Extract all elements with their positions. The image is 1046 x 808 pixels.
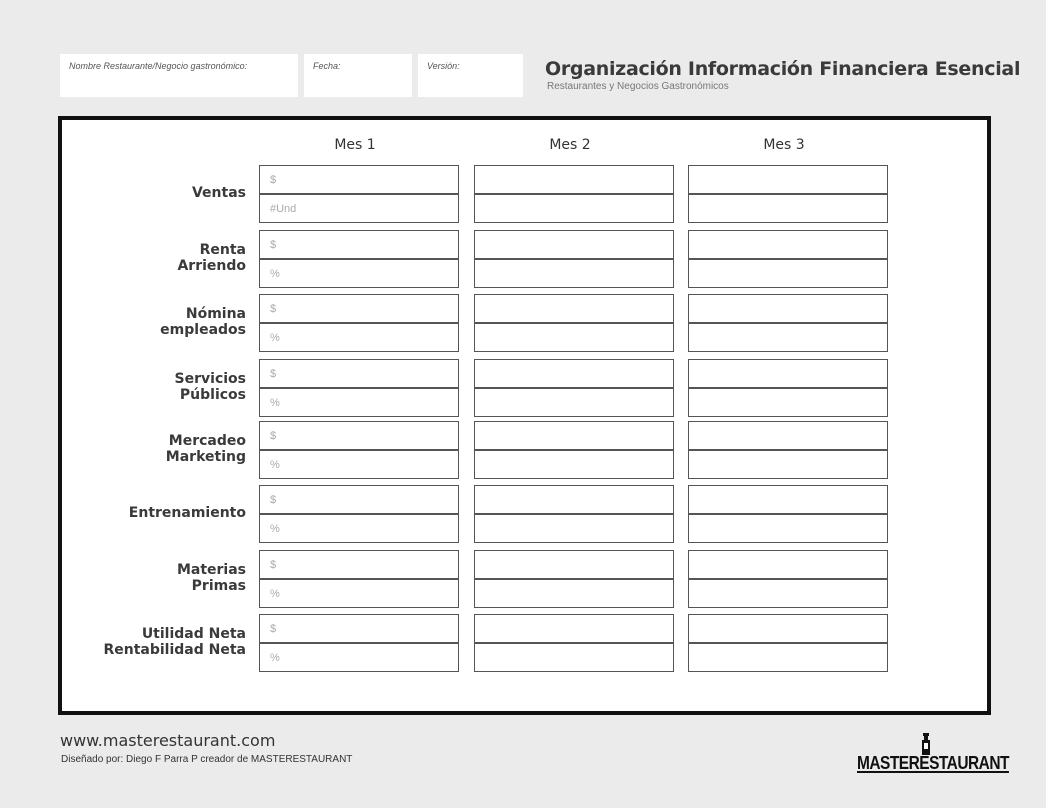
column-header-mes-1: Mes 1 — [334, 137, 376, 153]
version-field[interactable] — [418, 54, 523, 97]
date-label: Fecha: — [313, 61, 341, 71]
cell-placeholder: $ — [270, 239, 277, 251]
input-cell-r6-m1-secondary[interactable] — [259, 514, 459, 543]
input-cell-r1-m3-amount[interactable] — [688, 165, 888, 194]
input-cell-r2-m3-amount[interactable] — [688, 230, 888, 259]
input-cell-r2-m1-amount[interactable] — [259, 230, 459, 259]
input-cell-r1-m1-amount[interactable] — [259, 165, 459, 194]
cell-placeholder: % — [270, 588, 280, 600]
row-label-5 — [166, 433, 246, 465]
input-cell-r3-m1-amount[interactable] — [259, 294, 459, 323]
column-header-mes-2: Mes 2 — [549, 137, 591, 153]
input-cell-r4-m1-amount[interactable] — [259, 359, 459, 388]
cell-placeholder: $ — [270, 623, 277, 635]
input-cell-r6-m3-secondary[interactable] — [688, 514, 888, 543]
input-cell-r1-m2-amount[interactable] — [474, 165, 674, 194]
input-cell-r5-m3-amount[interactable] — [688, 421, 888, 450]
row-label-line: Nómina — [185, 306, 246, 322]
input-cell-r6-m1-amount[interactable] — [259, 485, 459, 514]
input-cell-r3-m3-secondary[interactable] — [688, 323, 888, 352]
input-cell-r3-m2-secondary[interactable] — [474, 323, 674, 352]
designer-credit: Diseñado por: Diego F Parra P creador de MASTERESTAURANT — [61, 754, 353, 765]
row-label-1 — [192, 185, 246, 201]
input-cell-r4-m3-secondary[interactable] — [688, 388, 888, 417]
input-cell-r1-m3-secondary[interactable] — [688, 194, 888, 223]
input-cell-r1-m2-secondary[interactable] — [474, 194, 674, 223]
input-cell-r3-m2-amount[interactable] — [474, 294, 674, 323]
input-cell-r2-m3-secondary[interactable] — [688, 259, 888, 288]
input-cell-r2-m1-secondary[interactable] — [259, 259, 459, 288]
row-label-line: Rentabilidad Neta — [103, 642, 246, 658]
row-label-line: Utilidad Neta — [141, 626, 246, 642]
row-label-line: Primas — [191, 578, 246, 594]
column-header-mes-3: Mes 3 — [763, 137, 805, 153]
page-subtitle: Restaurantes y Negocios Gastronómicos — [547, 81, 729, 92]
input-cell-r8-m1-secondary[interactable] — [259, 643, 459, 672]
input-cell-r4-m3-amount[interactable] — [688, 359, 888, 388]
input-cell-r6-m2-secondary[interactable] — [474, 514, 674, 543]
row-label-line: Ventas — [191, 185, 246, 201]
input-cell-r7-m2-amount[interactable] — [474, 550, 674, 579]
cell-placeholder: #Und — [270, 203, 297, 215]
row-label-3 — [160, 306, 246, 338]
input-cell-r8-m2-amount[interactable] — [474, 614, 674, 643]
row-label-line: Materias — [176, 562, 246, 578]
restaurant-name-label: Nombre Restaurante/Negocio gastronómico: — [69, 61, 248, 71]
input-cell-r5-m1-secondary[interactable] — [259, 450, 459, 479]
cell-placeholder: $ — [270, 559, 277, 571]
input-cell-r5-m3-secondary[interactable] — [688, 450, 888, 479]
input-cell-r5-m2-amount[interactable] — [474, 421, 674, 450]
input-cell-r8-m2-secondary[interactable] — [474, 643, 674, 672]
input-cell-r7-m3-amount[interactable] — [688, 550, 888, 579]
version-label: Versión: — [427, 61, 460, 71]
chef-bottle-icon — [921, 733, 931, 755]
input-cell-r7-m2-secondary[interactable] — [474, 579, 674, 608]
cell-placeholder: $ — [270, 494, 277, 506]
row-label-line: Arriendo — [177, 258, 246, 274]
cell-placeholder: % — [270, 397, 280, 409]
input-cell-r8-m3-amount[interactable] — [688, 614, 888, 643]
row-label-line: Marketing — [165, 449, 246, 465]
input-cell-r2-m2-amount[interactable] — [474, 230, 674, 259]
input-cell-r4-m1-secondary[interactable] — [259, 388, 459, 417]
input-cell-r7-m1-secondary[interactable] — [259, 579, 459, 608]
row-label-4 — [175, 371, 246, 403]
input-cell-r6-m2-amount[interactable] — [474, 485, 674, 514]
input-cell-r7-m1-amount[interactable] — [259, 550, 459, 579]
input-cell-r3-m1-secondary[interactable] — [259, 323, 459, 352]
row-label-line: Públicos — [179, 387, 246, 403]
input-cell-r8-m3-secondary[interactable] — [688, 643, 888, 672]
row-label-7 — [177, 562, 246, 594]
cell-placeholder: $ — [270, 303, 277, 315]
masterestaurant-logo — [857, 733, 1009, 777]
input-cell-r4-m2-secondary[interactable] — [474, 388, 674, 417]
input-cell-r8-m1-amount[interactable] — [259, 614, 459, 643]
input-cell-r1-m1-secondary[interactable] — [259, 194, 459, 223]
input-cell-r6-m3-amount[interactable] — [688, 485, 888, 514]
input-cell-r2-m2-secondary[interactable] — [474, 259, 674, 288]
row-label-line: Mercadeo — [168, 433, 246, 449]
input-cell-r3-m3-amount[interactable] — [688, 294, 888, 323]
cell-placeholder: % — [270, 459, 280, 471]
row-label-2 — [177, 242, 246, 274]
cell-placeholder: $ — [270, 174, 277, 186]
cell-placeholder: % — [270, 523, 280, 535]
row-label-8 — [103, 626, 246, 658]
input-cell-r5-m2-secondary[interactable] — [474, 450, 674, 479]
page-title: Organización Información Financiera Esencial — [545, 58, 1021, 80]
restaurant-name-field[interactable] — [60, 54, 298, 97]
row-label-line: Entrenamiento — [128, 505, 246, 521]
input-cell-r7-m3-secondary[interactable] — [688, 579, 888, 608]
cell-placeholder: $ — [270, 430, 277, 442]
input-cell-r5-m1-amount[interactable] — [259, 421, 459, 450]
cell-placeholder: % — [270, 332, 280, 344]
row-label-line: empleados — [160, 322, 246, 338]
cell-placeholder: % — [270, 268, 280, 280]
website-url: www.masterestaurant.com — [60, 731, 276, 750]
date-field[interactable] — [304, 54, 412, 97]
cell-placeholder: % — [270, 652, 280, 664]
row-label-6 — [129, 505, 246, 521]
logo-text: MASTERESTAURANT — [857, 753, 1009, 773]
cell-placeholder: $ — [270, 368, 277, 380]
row-label-line: Servicios — [174, 371, 246, 387]
input-cell-r4-m2-amount[interactable] — [474, 359, 674, 388]
row-label-line: Renta — [199, 242, 246, 258]
